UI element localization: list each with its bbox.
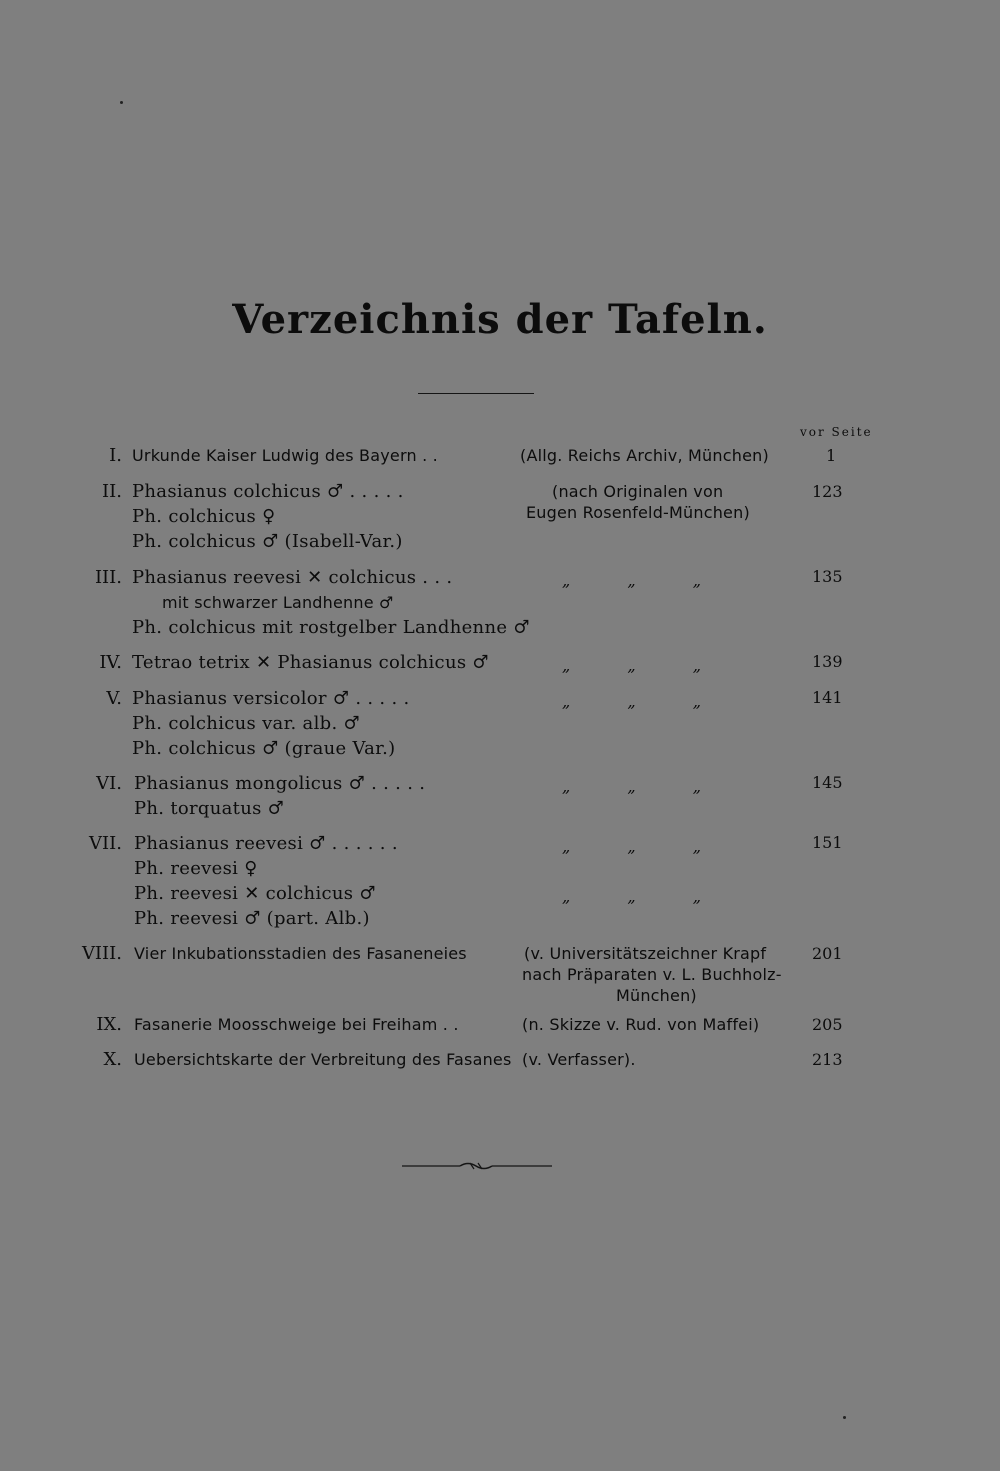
entry-title-line: Urkunde Kaiser Ludwig des Bayern . . (132, 446, 438, 465)
entry-page: 1 (826, 446, 837, 465)
entry-title-line: Fasanerie Moosschweige bei Freiham . . (134, 1015, 459, 1034)
entry-title-line: Ph. colchicus var. alb. ♂ (132, 713, 360, 734)
entry-source-line: (n. Skizze v. Rud. von Maffei) (522, 1015, 760, 1034)
entry-title-line: Ph. reevesi ♂ (part. Alb.) (134, 908, 370, 929)
column-header-page: vor Seite (800, 425, 873, 439)
entry-source-ditto: „ „ „ (562, 692, 702, 711)
entry-source-line: (v. Universitätszeichner Krapf (524, 944, 767, 963)
entry-page: 201 (812, 944, 843, 963)
entry-source-line: (v. Verfasser). (522, 1050, 636, 1069)
entry-page: 135 (812, 567, 843, 586)
entry-title-line: Tetrao tetrix ✕ Phasianus colchicus ♂ (132, 652, 489, 673)
entry-title-line: Ph. colchicus ♂ (graue Var.) (132, 738, 396, 759)
entry-page: 145 (812, 773, 843, 792)
entry-title-line: Phasianus colchicus ♂ . . . . . (132, 481, 404, 502)
paper-speck (120, 101, 123, 104)
entry-title-line: Phasianus mongolicus ♂ . . . . . (134, 773, 426, 794)
entry-page: 123 (812, 482, 843, 501)
entry-title-line: Ph. colchicus ♂ (Isabell-Var.) (132, 531, 403, 552)
entry-roman: V. (106, 688, 122, 709)
ornament-icon (402, 1159, 552, 1173)
entry-title-line: Ph. torquatus ♂ (134, 798, 285, 819)
entry-title-line: Ph. reevesi ✕ colchicus ♂ (134, 883, 376, 904)
entry-title-line: Vier Inkubationsstadien des Fasaneneies (134, 944, 467, 963)
entry-source-ditto: „ „ „ (562, 777, 702, 796)
entry-source-line: (nach Originalen von (552, 482, 724, 501)
entry-source-ditto: „ „ „ (562, 656, 702, 675)
title-rule (418, 393, 534, 394)
page-title: Verzeichnis der Tafeln. (232, 296, 768, 343)
entry-title-line: Phasianus reevesi ✕ colchicus . . . (132, 567, 453, 588)
entry-source-line: München) (616, 986, 697, 1005)
entry-page: 141 (812, 688, 843, 707)
entry-source-line: (Allg. Reichs Archiv, München) (520, 446, 769, 465)
entry-page: 139 (812, 652, 843, 671)
entry-roman: II. (102, 481, 122, 502)
entry-source-ditto: „ „ „ (562, 571, 702, 590)
entry-roman: IV. (99, 652, 122, 673)
end-ornament (402, 1158, 552, 1177)
entry-page: 205 (812, 1015, 843, 1034)
entry-roman: IX. (96, 1014, 122, 1035)
entry-roman: VII. (89, 833, 122, 854)
entry-roman: VIII. (81, 943, 122, 964)
entry-roman: I. (109, 445, 122, 466)
entry-page: 151 (812, 833, 843, 852)
paper-speck (843, 1416, 846, 1419)
entry-roman: III. (94, 567, 122, 588)
entry-source-line: Eugen Rosenfeld-München) (526, 503, 750, 522)
entry-title-line: Ph. colchicus ♀ (132, 506, 276, 527)
entry-title-line: Phasianus reevesi ♂ . . . . . . (134, 833, 398, 854)
entry-title-line: mit schwarzer Landhenne ♂ (162, 593, 394, 612)
entry-title-line: Ph. reevesi ♀ (134, 858, 258, 879)
entry-source-ditto: „ „ „ (562, 887, 702, 906)
entry-title-line: Ph. colchicus mit rostgelber Landhenne ♂ (132, 617, 530, 638)
entry-page: 213 (812, 1050, 843, 1069)
entry-title-line: Phasianus versicolor ♂ . . . . . (132, 688, 410, 709)
entry-roman: VI. (96, 773, 122, 794)
entry-source-ditto: „ „ „ (562, 837, 702, 856)
entry-source-line: nach Präparaten v. L. Buchholz- (522, 965, 782, 984)
entry-roman: X. (103, 1049, 122, 1070)
entry-title-line: Uebersichtskarte der Verbreitung des Fasanes (134, 1050, 512, 1069)
